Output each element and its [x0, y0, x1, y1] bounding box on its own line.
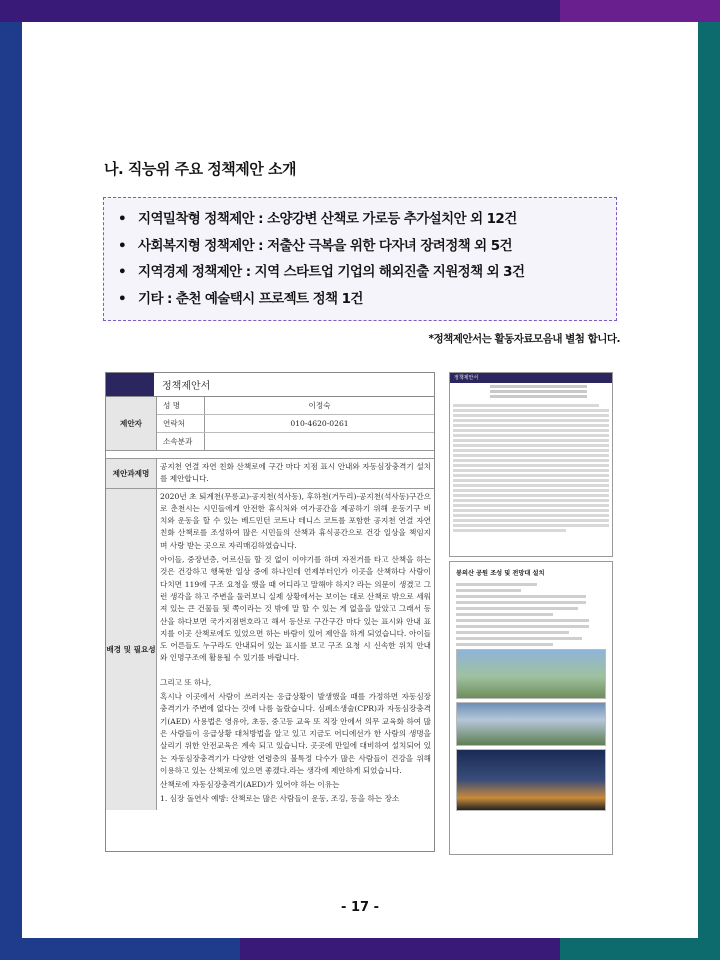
top-color-bar [0, 0, 720, 22]
field-row [157, 433, 434, 450]
observatory-photo [456, 702, 606, 746]
paragraph: 산책로에 자동심장충격기(AED)가 있어야 하는 이유는 [160, 780, 340, 790]
field-row [157, 397, 434, 415]
subject-text: 공지천 연결 자연 친화 산책로에 구간 마다 지점 표시 안내와 자동심장충격기 설치를 제안합니다. [160, 462, 431, 484]
left-color-bar [0, 22, 22, 938]
bottom-bar-right [560, 938, 720, 960]
subject-label: 제안과제명 [106, 459, 157, 488]
proposer-label: 제안자 [106, 397, 157, 450]
proposer-row [106, 397, 434, 451]
field-value [205, 433, 434, 450]
field-label: 소속분과 [157, 433, 205, 450]
summary-item: • 기타 : 춘천 예술택시 프로젝트 정책 1건 [118, 290, 363, 307]
field-label: 연락처 [157, 415, 205, 432]
paragraph: 혹시나 이곳에서 사람이 쓰러지는 응급상황이 발생했을 때를 가정하면 자동심장 충격기가 주변에 없다는 것에 나름 놀랐습니다. 심폐소생술(CPR)과 자동심장충격기(AED) 사용법은 영유아, 초등, 중고등 교육 또 직장 안에서 의무 교육화 하여 많은 사람들이 응급상황 대처방법을 알고 있고 지금도 어디에선가 한 사람의 생명을 살리기 위한 안전교육은 계속 되고 있습니다. 곳곳에 만일에 대비하여 설치되어 있는 자동심장충격기가 다양한 연령층의 불특정 다수가 많은 사람들이 건강을 위해 이용하고 있는 산책로에 있으면 좋겠다.라는 생각에 제안하게 되었습니다. [160, 692, 431, 775]
paragraph: 1. 심장 돌연사 예방: 산책로는 많은 사람들이 운동, 조깅, 등을 하는 장소 [160, 794, 400, 804]
page-number: - 17 - [341, 900, 379, 915]
background-row [106, 489, 434, 810]
field-row [157, 415, 434, 433]
summary-item: • 지역경제 정책제안 : 지역 스타트업 기업의 해외진출 지원정책 외 3건 [118, 264, 525, 280]
attachment-note: *정책제안서는 활동자료모음내 별첨 합니다. [428, 333, 620, 345]
proposal-title-bar [106, 373, 434, 397]
background-label: 배경 및 필요성 [106, 489, 157, 810]
summary-box [103, 197, 617, 321]
title-swatch [106, 373, 154, 396]
proposal-title: 정책제안서 [162, 381, 211, 392]
summary-item: • 지역밀착형 정책제안 : 소양강변 산책로 가로등 추가설치안 외 12건 [118, 211, 517, 227]
thumbnail-header: 정책제안서 [450, 373, 612, 383]
field-label: 성 명 [157, 397, 205, 414]
background-text [157, 489, 434, 810]
right-color-bar [698, 22, 720, 938]
section-heading: 나. 직능위 주요 정책제안 소개 [104, 160, 296, 178]
paragraph: 2020년 초 퇴계천(무릉교)-공지천(석사동), 후하천(거두리)-공지천(석사동)구간으로 춘천시는 시민들에게 안전한 휴식처와 여가공간을 제공하기 위해 운동기구 비치와 운동을 할 수 있는 베드민턴 코트나 테니스 코트를 포함한 공지천 연결 자연 친화 산책로를 조성하여 많은 시민들의 산책과 휴식공간으로 건강 일상을 책임지며 사랑 받는 곳으로 자리매김하였습니다. [160, 491, 431, 550]
bottom-color-bar [0, 938, 720, 960]
park-photo [456, 649, 606, 699]
bottom-bar-left [0, 938, 240, 960]
field-value: 010-4620-0261 [290, 419, 349, 428]
spacer [106, 451, 434, 459]
proposal-thumbnail-1 [449, 372, 613, 557]
proposal-document [105, 372, 435, 852]
thumbnail-title: 봉의산 공원 조성 및 전망대 설치 [456, 570, 545, 577]
paragraph: 그리고 또 하나, [160, 677, 212, 687]
top-bar-accent [560, 0, 720, 22]
summary-item: • 사회복지형 정책제안 : 저출산 극복을 위한 다자녀 장려정책 외 5건 [118, 237, 512, 254]
field-value: 이정숙 [308, 401, 331, 410]
paragraph: 아이들, 중장년층, 어르신들 할 것 없이 이야기를 하며 자전거를 타고 산책을 하는 것은 건강하고 행복한 일상 중에 하나인데 언제부터인가 이곳을 산책하다 사람이 다치면 119에 구조 요청을 했을 때 어디라고 말해야 하지? 라는 의문이 생겼고 그런 생각을 하고 주변을 둘러보니 실제 상황에서는 보이는 대로 산책로 밖으로 세워져 있는 큰 건물들 뒷 쪽이라는 것 밖에 말 할 수 있는 게 없을을 알았고 그래서 등산을 하다보면 국가지점번호라고 해서 등산로 구간구간 마다 있는 표시와 안내 표지를 이곳 산책로에도 있었으면 하는 바람이 있어 제안을 하게 되었습니다. 아이들도 어른들도 누구라도 안내되어 있는 표시를 보고 구조 요청 시 신속한 위치 안내와 인명구조에 활용될 수 있기를 바랍니다. [160, 555, 431, 663]
night-tower-photo [456, 749, 606, 811]
subject-row [106, 459, 434, 489]
proposal-thumbnail-2 [449, 561, 613, 855]
